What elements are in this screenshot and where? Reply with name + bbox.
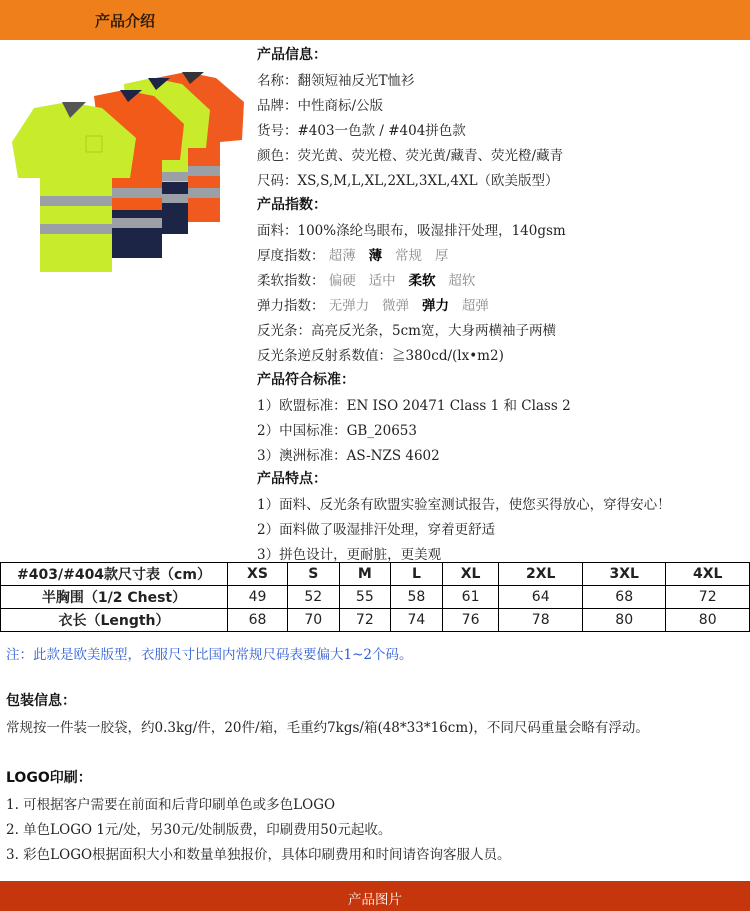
product-index-heading: 产品指数： — [257, 197, 327, 213]
thickness-option: 常规 — [395, 248, 423, 264]
softness-option: 偏硬 — [328, 273, 356, 289]
table-cell: 80 — [666, 609, 750, 632]
table-cell: 49 — [228, 586, 288, 609]
softness-option: 适中 — [368, 273, 396, 289]
table-cell: 80 — [582, 609, 665, 632]
footer-bar — [0, 881, 750, 911]
table-cell: 72 — [666, 586, 750, 609]
logo-item: 3. 彩色LOGO根据面积大小和数量单独报价，具体印刷费用和时间请咨询客服人员。 — [6, 847, 511, 863]
feature-item: 3）拼色设计，更耐脏，更美观 — [257, 547, 442, 563]
standard-item: 2）中国标准：GB_20653 — [257, 423, 417, 439]
product-brand: 品牌：中性商标/公版 — [257, 98, 384, 114]
elasticity-index — [257, 294, 489, 314]
elasticity-option-selected: 弹力 — [422, 298, 450, 314]
softness-index — [257, 269, 475, 289]
reflective-strip: 反光条：高亮反光条，5cm宽，大身两横袖子两横 — [257, 323, 556, 339]
table-cell: 55 — [339, 586, 391, 609]
elasticity-option: 微弹 — [382, 298, 410, 314]
table-cell: 52 — [287, 586, 339, 609]
logo-item: 2. 单色LOGO 1元/处，另30元/处制版费，印刷费用50元起收。 — [6, 822, 392, 838]
size-table — [0, 562, 750, 632]
header-title: 产品介绍 — [95, 12, 156, 30]
softness-option: 超软 — [448, 273, 476, 289]
size-header: L — [391, 563, 443, 586]
elasticity-label: 弹力指数： — [257, 298, 325, 314]
retroreflection-value: 反光条逆反射系数值：≧380cd/(lx•m2) — [257, 348, 504, 364]
product-sku: 货号：#403一色款 / #404拼色款 — [257, 123, 466, 139]
size-header: 4XL — [666, 563, 750, 586]
size-header: 3XL — [582, 563, 665, 586]
table-cell: 78 — [499, 609, 582, 632]
standard-item: 1）欧盟标准：EN ISO 20471 Class 1 和 Class 2 — [257, 398, 571, 414]
packing-text: 常规按一件装一胶袋，约0.3kg/件，20件/箱，毛重约7kgs/箱(48*33*16cm)，不同尺码重量会略有浮动。 — [6, 720, 649, 736]
logo-heading: LOGO印刷： — [6, 770, 92, 786]
size-note: 注：此款是欧美版型，衣服尺寸比国内常规尺码表要偏大1~2个码。 — [6, 647, 413, 663]
table-cell: 72 — [339, 609, 391, 632]
elasticity-option: 超弹 — [461, 298, 489, 314]
thickness-index — [257, 244, 448, 264]
table-row — [1, 586, 750, 609]
thickness-option: 厚 — [434, 248, 449, 264]
standards-heading: 产品符合标准： — [257, 372, 355, 388]
table-cell: 58 — [391, 586, 443, 609]
thickness-option: 超薄 — [328, 248, 356, 264]
table-cell: 70 — [287, 609, 339, 632]
logo-item: 1. 可根据客户需要在前面和后背印刷单色或多色LOGO — [6, 797, 336, 813]
features-heading: 产品特点： — [257, 471, 327, 487]
product-name: 名称：翻领短袖反光T恤衫 — [257, 73, 415, 89]
table-cell: 64 — [499, 586, 582, 609]
thickness-option-selected: 薄 — [368, 248, 383, 264]
product-fabric: 面料：100%涤纶鸟眼布，吸湿排汗处理，140gsm — [257, 223, 566, 239]
size-header: 2XL — [499, 563, 582, 586]
standard-item: 3）澳洲标准：AS-NZS 4602 — [257, 448, 440, 464]
row-label-chest: 半胸围（1/2 Chest） — [1, 586, 228, 609]
header-bar — [0, 0, 750, 40]
table-cell: 74 — [391, 609, 443, 632]
product-colors: 颜色：荧光黄、荧光橙、荧光黄/藏青、荧光橙/藏青 — [257, 148, 564, 164]
feature-item: 1）面料、反光条有欧盟实验室测试报告，使您买得放心，穿得安心！ — [257, 497, 671, 513]
size-header: XS — [228, 563, 288, 586]
thickness-label: 厚度指数： — [257, 248, 325, 264]
size-header: M — [339, 563, 391, 586]
size-table-header-row — [1, 563, 750, 586]
footer-title: 产品图片 — [348, 892, 402, 908]
size-table-title: #403/#404款尺寸表（cm） — [1, 563, 228, 586]
table-cell: 68 — [228, 609, 288, 632]
feature-item: 2）面料做了吸湿排汗处理，穿着更舒适 — [257, 522, 496, 538]
row-label-length: 衣长（Length） — [1, 609, 228, 632]
reflective-polo-shirts-image — [6, 62, 250, 276]
table-cell: 61 — [442, 586, 499, 609]
table-cell: 76 — [442, 609, 499, 632]
product-sizes: 尺码：XS,S,M,L,XL,2XL,3XL,4XL（欧美版型） — [257, 173, 559, 189]
table-cell: 68 — [582, 586, 665, 609]
size-header: XL — [442, 563, 499, 586]
product-info-heading: 产品信息： — [257, 47, 327, 63]
size-header: S — [287, 563, 339, 586]
softness-label: 柔软指数： — [257, 273, 325, 289]
packing-heading: 包装信息： — [6, 693, 76, 709]
softness-option-selected: 柔软 — [408, 273, 436, 289]
table-row — [1, 609, 750, 632]
elasticity-option: 无弹力 — [328, 298, 370, 314]
